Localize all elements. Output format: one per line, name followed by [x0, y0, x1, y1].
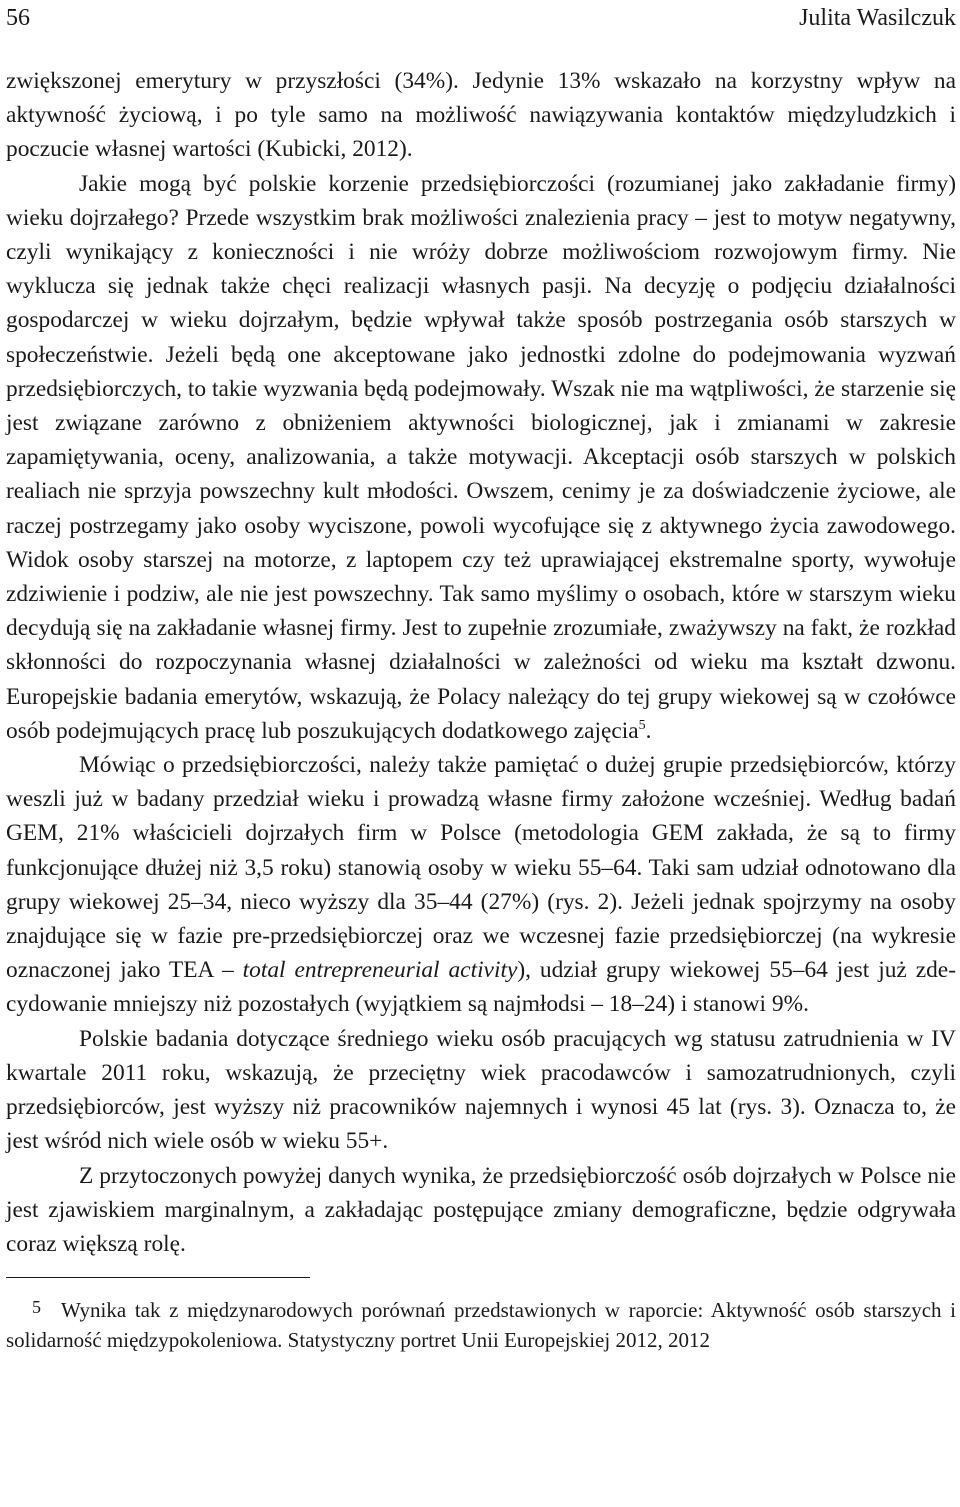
- paragraph-3-italic-term: total entrepreneurial activity: [242, 957, 518, 984]
- paragraph-2: [6, 167, 956, 748]
- paragraph-2-end: .: [645, 717, 652, 744]
- paragraph-3-text-b: ), udział grupy wiekowej 55–64 jest już zdecydowanie mniejszy niż pozostałych (wyjątkiem są najmłodsi – 18–24) i stanowi 9%.: [6, 957, 956, 1018]
- running-header: [6, 0, 956, 42]
- footnote-number: 5: [32, 1297, 41, 1318]
- paragraph-2-text: Jakie mogą być polskie korzenie przedsiębiorczości (rozumianej jako zakładanie firmy) wieku dojrzałego? Przede wszystkim brak możliwości znalezienia pracy – jest to motyw negatywny, czyli wynikający z konieczności i nie wróży dobrze możliwościom rozwojowym firmy. Nie wyklucza się jednak także chęci realizacji własnych pasji. Na decyzję o podjęciu działalności gospodarczej w wieku dojrzałym, będzie wpływał także sposób postrzegania osób starszych w społeczeństwie. Jeżeli będą one akceptowane jako jednostki zdolne do podejmowania wyzwań przedsiębiorczych, to takie wyzwania będą podejmowały. Wszak nie ma wątpliwości, że starzenie się jest związane zarówno z obniżeniem aktywności biologicznej, jak i zmianami w zakresie zapamiętywania, oceny, analizowania, a także motywacji. Akceptacji osób starszych w polskich realiach nie sprzyja powszechny kult młodości. Owszem, cenimy je za doświadczenie życiowe, ale raczej postrzegamy jako osoby wyciszone, powoli wycofujące się z aktywnego życia zawodowego. Widok osoby starszej na motorze, z laptopem czy też uprawiającej ekstremalne sporty, wywołuje zdziwienie i podziw, ale nie jest powszechny. Tak samo myślimy o osobach, które w starszym wieku decydują się na zakładanie własnej firmy. Jest to zupełnie zrozumiałe, zważywszy na fakt, że rozkład skłonności do rozpoczynania własnej działalności w zależności od wieku ma kształt dzwonu. Europejskie badania emerytów, wskazują, że Polacy należący do tej grupy wiekowej są w czołówce osób podejmujących pracę lub poszukujących dodatkowego zajęcia: [6, 170, 956, 744]
- footnote-text: Wynika tak z międzynarodowych porównań przedstawionych w raporcie: Aktywność osób starszych i solidarność międzypokoleniowa. Statystyczny portret Unii Europejskiej 2012, 2012: [6, 1298, 956, 1353]
- footnote-separator: [6, 1277, 310, 1278]
- paragraph-4: Polskie badania dotyczące średniego wieku osób pracujących wg statusu zatrudnienia w IV kwartale 2011 roku, wskazują, że przeciętny wiek pracodawców i samozatrudnionych, czyli przedsiębiorców, jest wyższy niż pracowników najemnych i wynosi 45 lat (rys. 3). Oznacza to, że jest wśród nich wiele osób w wieku 55+.: [6, 1025, 956, 1155]
- document-page: [6, 0, 956, 1355]
- paragraph-5: Z przytoczonych powyżej danych wynika, że przedsiębiorczość osób dojrzałych w Polsce nie jest zjawiskiem marginalnym, a zakładając postępujące zmiany demograficzne, będzie odgrywała coraz większą rolę.: [6, 1162, 956, 1257]
- paragraph-3: [6, 748, 956, 1022]
- paragraph-3-text-a: Mówiąc o przedsiębiorczości, należy także pamiętać o dużej grupie przedsiębiorców, którzy weszli już w badany przedział wieku i prowadzą własne firmy założone wcześniej. Według badań GEM, 21% właścicieli dojrzałych firm w Polsce (metodologia GEM zakłada, że są to firmy funkcjonujące dłużej niż 3,5 roku) stanowią osoby w wieku 55–64. Taki sam udział odnotowano dla grupy wiekowej 25–34, nieco wyższy dla 35–44 (27%) (rys. 2). Jeżeli jednak spojrzymy na osoby znajdujące się w fazie pre-przedsiębiorczej oraz we wczesnej fazie przedsiębiorczej (na wykresie oznaczonej jako TEA –: [6, 752, 956, 984]
- running-head-author: Julita Wasilczuk: [799, 5, 956, 31]
- footnote-ref-5[interactable]: 5: [638, 718, 646, 734]
- footnote-5: [6, 1292, 956, 1355]
- paragraph-1: zwiększonej emerytury w przyszłości (34%). Jedynie 13% wskazało na korzystny wpływ na aktywność życiową, i po tyle samo na możliwość nawiązywania kontaktów międzyludzkich i poczucie własnej wartości (Kubicki, 2012).: [6, 68, 956, 163]
- page-number: 56: [6, 5, 30, 31]
- main-text: [6, 64, 956, 1261]
